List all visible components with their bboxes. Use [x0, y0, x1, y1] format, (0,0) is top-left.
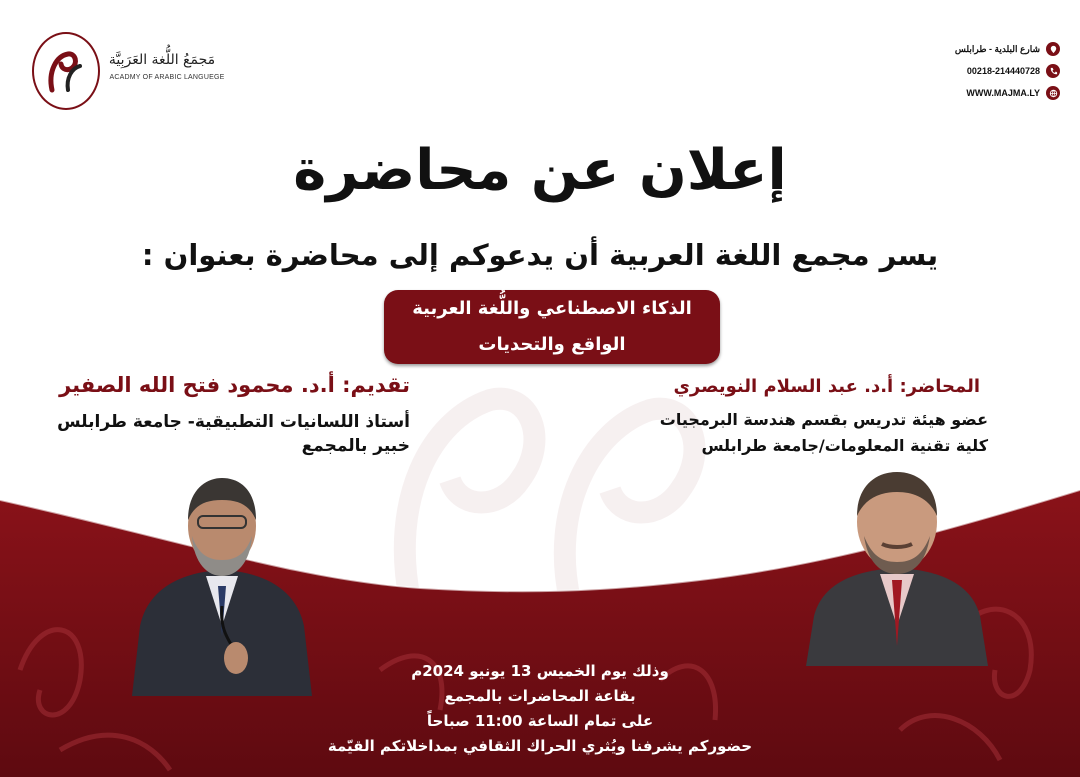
topic-subtitle: الواقع والتحديات: [478, 334, 626, 355]
academy-logo: [32, 32, 232, 112]
lecturer-affiliation: كلية تقنية المعلومات/جامعة طرابلس: [701, 436, 988, 455]
academy-logo-icon: [32, 32, 100, 110]
presenter-name: تقديم: أ.د. محمود فتح الله الصفير: [59, 373, 410, 397]
lecturer-name: المحاضر: أ.د. عبد السلام النويصري: [673, 376, 980, 397]
presenter-role: خبير بالمجمع: [301, 436, 410, 456]
academy-name-arabic: مَجمَعُ اللُّغة العَرَبِيَّة: [108, 52, 216, 68]
contact-phone-row: [900, 60, 1060, 82]
contact-web-row: [900, 82, 1060, 104]
event-venue: بقاعة المحاضرات بالمجمع: [444, 687, 636, 705]
page-title: إعلان عن محاضرة: [293, 138, 787, 203]
presenter-title: أستاذ اللسانيات التطبيقية- جامعة طرابلس: [57, 412, 410, 432]
event-date: وذلك يوم الخميس 13 يونيو 2024م: [411, 662, 669, 680]
lecturer-photo: [802, 466, 992, 666]
location-icon: [1046, 42, 1060, 56]
web-icon: [1046, 86, 1060, 100]
event-time: على تمام الساعة 11:00 صباحاً: [426, 712, 654, 730]
lecturer-title: عضو هيئة تدريس بقسم هندسة البرمجيات: [659, 410, 988, 429]
contact-address-row: [900, 38, 1060, 60]
invitation-text: يسر مجمع اللغة العربية أن يدعوكم إلى محاضرة بعنوان :: [141, 238, 939, 272]
event-closing: حضوركم يشرفنا ويُثري الحراك الثقافي بمداخلاتكم القيّمة: [327, 737, 753, 755]
contact-address: شارع البلدية - طرابلس: [954, 43, 1040, 54]
contact-website: WWW.MAJMA.LY: [966, 88, 1040, 98]
academy-name-english: ACADMY OF ARABIC LANGUEGE: [109, 74, 225, 81]
contact-info: [900, 38, 1060, 104]
contact-phone: 00218-214440728: [966, 66, 1040, 76]
topic-title: الذكاء الاصطناعي واللُّغة العربية: [412, 298, 692, 319]
phone-icon: [1046, 64, 1060, 78]
